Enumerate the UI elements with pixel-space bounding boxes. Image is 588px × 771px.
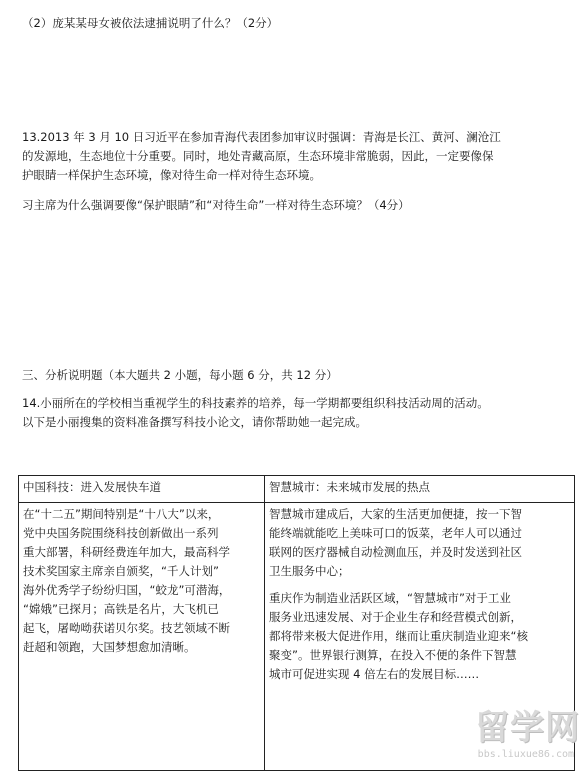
cell-line: 卫生服务中心； <box>269 564 350 578</box>
material-table <box>18 475 574 765</box>
cell-line: “嫦娥”已探月；高铁是名片，大飞机已 <box>23 602 219 616</box>
table-cell-smart-city <box>265 503 575 771</box>
cell-line: 联网的医疗器械自动检测血压，并及时发送到社区 <box>269 545 522 559</box>
cell-line: 能终端就能吃上美味可口的饭菜，老年人可以通过 <box>269 526 522 540</box>
cell-line: 聚变”。世界银行测算，在投入不便的条件下智慧 <box>269 648 517 662</box>
cell-line: 党中央国务院围绕科技创新做出一系列 <box>23 526 219 540</box>
cell-line: 服务业迅速发展、对于企业生存和经营模式创新， <box>269 610 522 624</box>
cell-line: 起飞，屠呦呦获诺贝尔奖。技艺领域不断 <box>23 621 230 635</box>
question-14-stem <box>22 394 578 432</box>
cell-line: 重庆作为制造业活跃区域，“智慧城市”对于工业 <box>269 591 511 605</box>
question-14-line: 以下是小丽搜集的资料准备撰写科技小论文，请你帮助她一起完成。 <box>22 415 367 429</box>
question-14-line: 14.小丽所在的学校相当重视学生的科技素养的培养，每一学期都要组织科技活动周的活动。 <box>22 396 489 410</box>
section-3-heading: 三、分析说明题（本大题共 2 小题，每小题 6 分，共 12 分） <box>22 368 338 382</box>
question-13-prompt: 习主席为什么强调要像“保护眼睛”和“对待生命”一样对待生态环境？（4分） <box>22 198 410 212</box>
cell-line: 都将带来极大促进作用，继而让重庆制造业迎来“核 <box>269 629 528 643</box>
cell-line: 赶超和领跑，大国梦想愈加清晰。 <box>23 640 196 654</box>
watermark-url: bbs.liuxue86.com <box>477 749 574 760</box>
cell-line: 城市可促进实现 4 倍左右的发展目标…… <box>269 667 480 681</box>
question-13-stem <box>22 128 578 185</box>
cell-line: 海外优秀学子纷纷归国，“蛟龙”可潜海， <box>23 583 231 597</box>
cell-line: 智慧城市建成后，大家的生活更加便捷，按一下智 <box>269 507 522 521</box>
question-13-line: 护眼睛一样保护生态环境，像对待生命一样对待生态环境。 <box>22 168 321 182</box>
cell-line: 重大部署，科研经费连年加大，最高科学 <box>23 545 230 559</box>
question-12-part-2: （2）庞某某母女被依法逮捕说明了什么？（2分） <box>22 16 279 30</box>
cell-line: 在“十二五”期间特别是“十八大”以来， <box>23 507 220 521</box>
table-header-china-tech: 中国科技：进入发展快车道 <box>19 476 265 503</box>
question-13-line: 的发源地，生态地位十分重要。同时，地处青藏高原，生态环境非常脆弱，因此，一定要像保 <box>22 149 494 163</box>
table-cell-china-tech <box>19 503 265 771</box>
watermark-logo: 留学网 <box>475 708 580 748</box>
table-header-smart-city: 智慧城市：未来城市发展的热点 <box>265 476 575 503</box>
cell-line: 技术奖国家主席亲自颁奖，“千人计划” <box>23 564 219 578</box>
question-13-line: 13.2013 年 3 月 10 日习近平在参加青海代表团参加审议时强调：青海是长江、黄河、澜沧江 <box>22 130 501 144</box>
